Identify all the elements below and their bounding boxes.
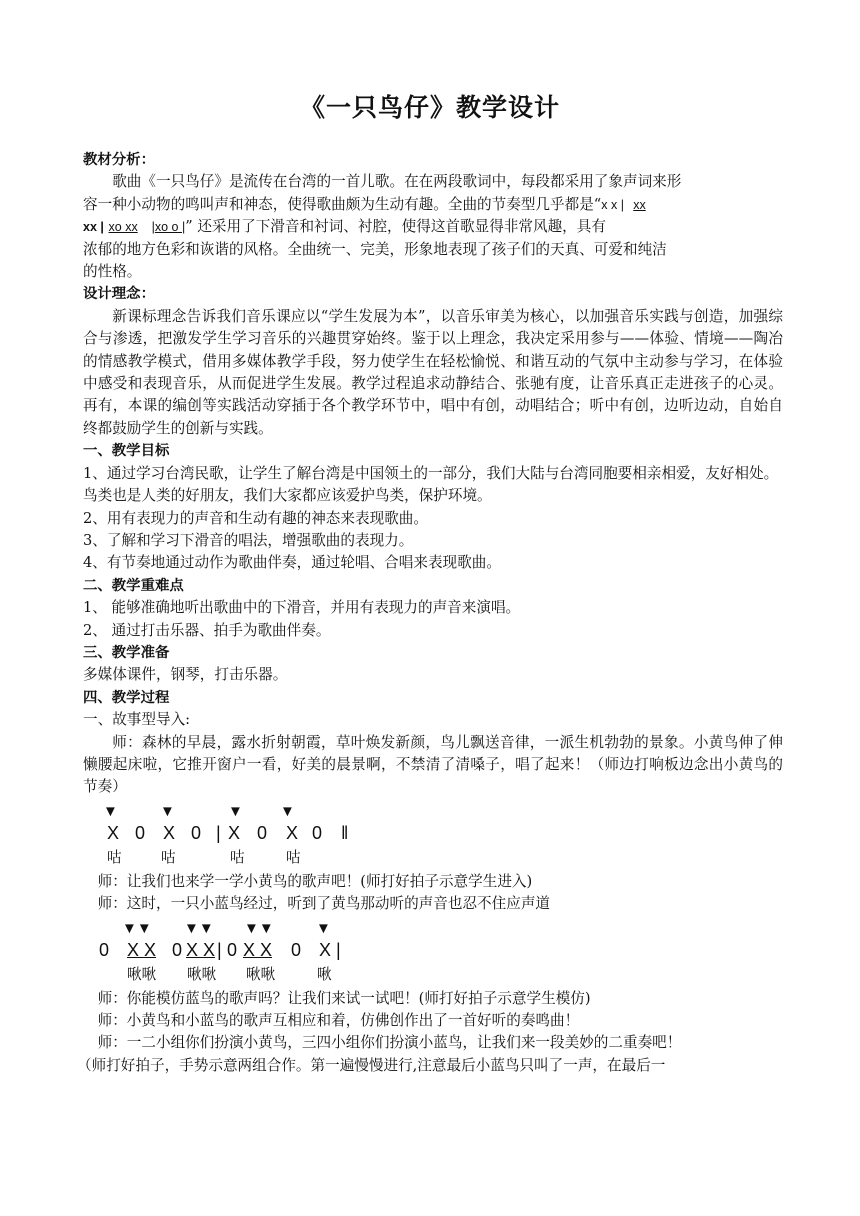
goal-item: 4、有节奏地通过动作为歌曲伴奏，通过轮唱、合唱来表现歌曲。 xyxy=(83,554,501,572)
beat-triangle-icon: ▼▼ xyxy=(184,919,214,937)
note: 0 xyxy=(257,822,268,843)
note: X X xyxy=(186,939,216,960)
note: X xyxy=(163,822,176,843)
beat-triangle-icon: ▼▼ xyxy=(122,919,152,937)
note: X xyxy=(286,822,299,843)
analysis-line-2: 容一种小动物的鸣叫声和神态，使得歌曲颇为生动有趣。全曲的节奏型几乎都是“x x | xx xyxy=(83,195,646,213)
goal-item: 3、了解和学习下滑音的唱法，增强歌曲的表现力。 xyxy=(83,531,414,549)
beat-triangle-icon: ▼▼ xyxy=(244,919,274,937)
rhythm-pattern-5: | xyxy=(151,220,155,235)
lyrics-yellow-bird xyxy=(83,847,783,871)
lyric-syllable: 咕 xyxy=(107,849,122,866)
barline: | xyxy=(217,939,222,960)
note: 0 xyxy=(312,822,323,843)
lyric-syllable: 咕 xyxy=(161,849,176,866)
lyric-syllable: 咕 xyxy=(286,849,301,866)
lyric-syllable: 啾 xyxy=(317,966,332,983)
lyrics-blue-bird xyxy=(83,964,783,988)
beat-triangle-icon: ▼ xyxy=(103,802,118,820)
lyric-syllable: 啾啾 xyxy=(127,966,157,983)
section-heading-concept: 设计理念： xyxy=(83,286,155,303)
rhythm-pattern-3: xx | xyxy=(83,220,104,235)
analysis-line-4: 浓郁的地方色彩和诙谐的风格。全曲统一、完美，形象地表现了孩子们的天真、可爱和纯洁 xyxy=(83,240,667,258)
key-item: 2、 通过打击乐器、拍手为歌曲伴奏。 xyxy=(83,621,331,639)
note: 0 xyxy=(135,822,146,843)
note: X X xyxy=(127,939,157,960)
document-body xyxy=(77,149,783,1077)
teacher-line: 师：让我们也来学一学小黄鸟的歌声吧！(师打好拍子示意学生进入) xyxy=(97,872,533,890)
analysis-line-3: xx | xo xx |xo o |” 还采用了下滑音和衬词、衬腔，使得这首歌显得非常风趣，具有 xyxy=(83,218,606,236)
goal-item: 2、用有表现力的声音和生动有趣的神态来表现歌曲。 xyxy=(83,509,428,527)
note: 0 xyxy=(99,939,110,960)
note: 0 xyxy=(227,939,238,960)
teacher-line: 师：一二小组你们扮演小黄鸟，三四小组你们扮演小蓝鸟，让我们来一段美妙的二重奏吧！ xyxy=(97,1034,682,1052)
section-heading-goals: 一、教学目标 xyxy=(83,443,170,460)
process-sub-heading: 一、故事型导入: xyxy=(83,711,191,729)
note: X xyxy=(319,939,332,960)
double-barline: ‖ xyxy=(341,822,349,843)
beat-markers-1 xyxy=(83,799,783,819)
rhythm-notation-blue-bird xyxy=(83,936,783,964)
note: 0 xyxy=(172,939,183,960)
beat-markers-2 xyxy=(83,916,783,936)
beat-triangle-icon: ▼ xyxy=(228,802,243,820)
story-paragraph: 师：森林的早晨，露水折射朝霞，草叶焕发新颜，鸟儿飘送音律，一派生机勃勃的景象。小黄鸟伸了伸懒腰起床啦，它推开窗户一看，好美的晨景啊，不禁清了清嗓子，唱了起来！（师边打响板边念出小黄鸟的节奏） xyxy=(83,733,783,796)
lyric-syllable: 咕 xyxy=(230,849,245,866)
rhythm-pattern-1: x x | xyxy=(601,197,624,212)
note: 0 xyxy=(191,822,202,843)
section-heading-process: 四、教学过程 xyxy=(83,689,170,706)
analysis-line-5: 的性格。 xyxy=(83,263,142,281)
lyric-syllable: 啾啾 xyxy=(246,966,276,983)
goal-item: 1、通过学习台湾民歌，让学生了解台湾是中国领土的一部分，我们大陆与台湾同胞要相亲相爱，友好相处。鸟类也是人类的好朋友，我们大家都应该爱护鸟类，保护环境。 xyxy=(83,464,779,505)
key-item: 1、 能够准确地听出歌曲中的下滑音，并用有表现力的声音来演唱。 xyxy=(83,599,521,617)
teacher-line: 师：你能模仿蓝鸟的歌声吗？让我们来试一试吧！(师打好拍子示意学生模仿) xyxy=(97,989,591,1007)
rhythm-pattern-6: xo o | xyxy=(154,220,186,235)
concept-paragraph: 新课标理念告诉我们音乐课应以“学生发展为本”，以音乐审美为核心，以加强音乐实践与创造，加强综合与渗透，把激发学生学习音乐的兴趣贯穿始终。鉴于以上理念，我决定采用参与——体验、情境——陶冶的情感教学模式，借用多媒体教学手段，努力使学生在轻松愉悦、和谐互动的气氛中主动参与学习，在体验中感受和表现音乐，从而促进学生发展。教学过程追求动静结合、张驰有度，让音乐真正走进孩子的心灵。再有，本课的编创等实践活动穿插于各个教学环节中，唱中有创，动唱结合；听中有创，边听边动，自始自终都鼓励学生的创新与实践。 xyxy=(83,307,783,437)
section-heading-keys: 二、教学重难点 xyxy=(83,577,184,594)
beat-triangle-icon: ▼ xyxy=(280,802,295,820)
note: X xyxy=(228,822,241,843)
page-title: 《一只鸟仔》教学设计 xyxy=(299,93,560,122)
rhythm-notation-yellow-bird xyxy=(83,819,783,847)
note: X X xyxy=(243,939,273,960)
rhythm-pattern-4: xo xx xyxy=(108,220,138,235)
barline: | xyxy=(336,939,341,960)
analysis-line-1: 歌曲《一只鸟仔》是流传在台湾的一首儿歌。在在两段歌词中，每段都采用了象声词来形 xyxy=(112,173,682,191)
note: X xyxy=(107,822,120,843)
beat-triangle-icon: ▼ xyxy=(316,919,331,937)
teacher-line: （师打好拍子，手势示意两组合作。第一遍慢慢进行,注意最后小蓝鸟只叫了一声，在最后一 xyxy=(77,1056,666,1074)
note: 0 xyxy=(291,939,302,960)
section-heading-prep: 三、教学准备 xyxy=(83,644,170,661)
teacher-line: 师：这时，一只小蓝鸟经过，听到了黄鸟那动听的声音也忍不住应声道 xyxy=(97,895,551,913)
lyric-syllable: 啾啾 xyxy=(187,966,217,983)
section-heading-analysis: 教材分析： xyxy=(83,152,155,168)
teacher-line: 师：小黄鸟和小蓝鸟的歌声互相应和着，仿佛创作出了一首好听的奏鸣曲！ xyxy=(97,1012,580,1029)
prep-text: 多媒体课件，钢琴，打击乐器。 xyxy=(83,666,288,684)
barline: | xyxy=(216,822,221,843)
rhythm-pattern-2: xx xyxy=(633,197,646,212)
beat-triangle-icon: ▼ xyxy=(160,802,175,820)
